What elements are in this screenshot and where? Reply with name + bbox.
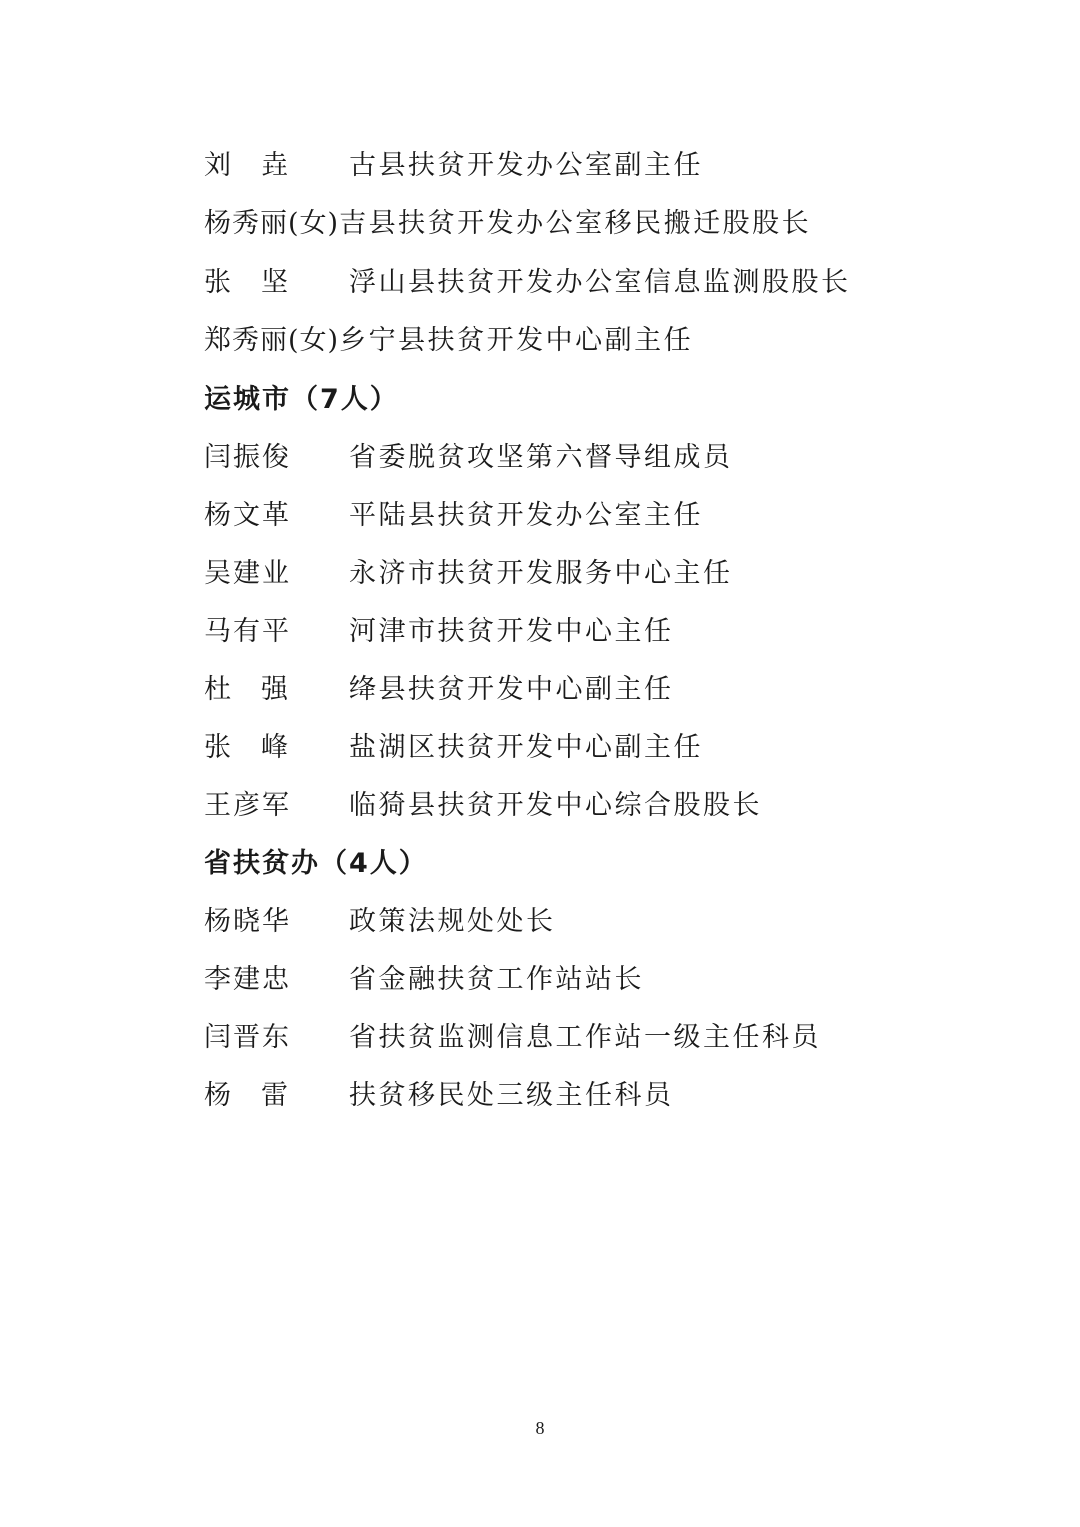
person-name: 马有平: [204, 616, 291, 647]
person-name: 李建忠: [204, 964, 291, 995]
person-name: 闫晋东: [204, 1022, 291, 1053]
list-item: [204, 612, 674, 652]
person-title: 永济市扶贫开发服务中心主任: [349, 558, 733, 589]
person-title: 省金融扶贫工作站站长: [349, 964, 644, 995]
list-item: [204, 263, 851, 303]
person-name: 张 坚: [204, 267, 288, 298]
person-title: 盐湖区扶贫开发中心副主任: [349, 732, 703, 763]
section-heading-yuncheng: 运城市（7人）: [204, 384, 399, 415]
person-title: 省扶贫监测信息工作站一级主任科员: [349, 1022, 821, 1053]
list-item: [204, 438, 733, 478]
person-name: 刘 垚: [204, 150, 288, 181]
person-name: 闫振俊: [204, 442, 291, 473]
person-title: 绛县扶贫开发中心副主任: [349, 674, 674, 705]
person-title: 乡宁县扶贫开发中心副主任: [339, 325, 694, 356]
list-item: [204, 204, 811, 244]
person-title: 吉县扶贫开发办公室移民搬迁股股长: [339, 208, 812, 239]
page-number: 8: [535, 1418, 545, 1438]
list-item: [204, 728, 703, 768]
person-title: 省委脱贫攻坚第六督导组成员: [349, 442, 733, 473]
person-title: 古县扶贫开发办公室副主任: [349, 150, 703, 181]
person-title: 平陆县扶贫开发办公室主任: [349, 500, 703, 531]
person-name: 杨晓华: [204, 906, 291, 937]
person-title: 扶贫移民处三级主任科员: [349, 1080, 674, 1111]
list-item: [204, 902, 556, 942]
person-title: 河津市扶贫开发中心主任: [349, 616, 674, 647]
list-item: [204, 670, 674, 710]
list-item: [204, 1018, 821, 1058]
person-name: 杨文革: [204, 500, 291, 531]
person-name: 张 峰: [204, 732, 288, 763]
person-name: 王彦军: [204, 790, 291, 821]
list-item: [204, 146, 703, 186]
person-name: 杨秀丽(女): [204, 208, 340, 239]
person-title: 浮山县扶贫开发办公室信息监测股股长: [349, 267, 851, 298]
person-name: 杨 雷: [204, 1080, 288, 1111]
list-item: [204, 554, 733, 594]
list-item: [204, 786, 762, 826]
person-name: 吴建业: [204, 558, 291, 589]
section-heading-province-office: 省扶贫办（4人）: [204, 848, 428, 879]
list-item: [204, 960, 644, 1000]
list-item: [204, 1076, 674, 1116]
person-title: 政策法规处处长: [349, 906, 556, 937]
list-item: [204, 321, 693, 361]
person-name: 杜 强: [204, 674, 288, 705]
list-item: [204, 496, 703, 536]
person-title: 临猗县扶贫开发中心综合股股长: [349, 790, 762, 821]
person-name: 郑秀丽(女): [204, 325, 340, 356]
